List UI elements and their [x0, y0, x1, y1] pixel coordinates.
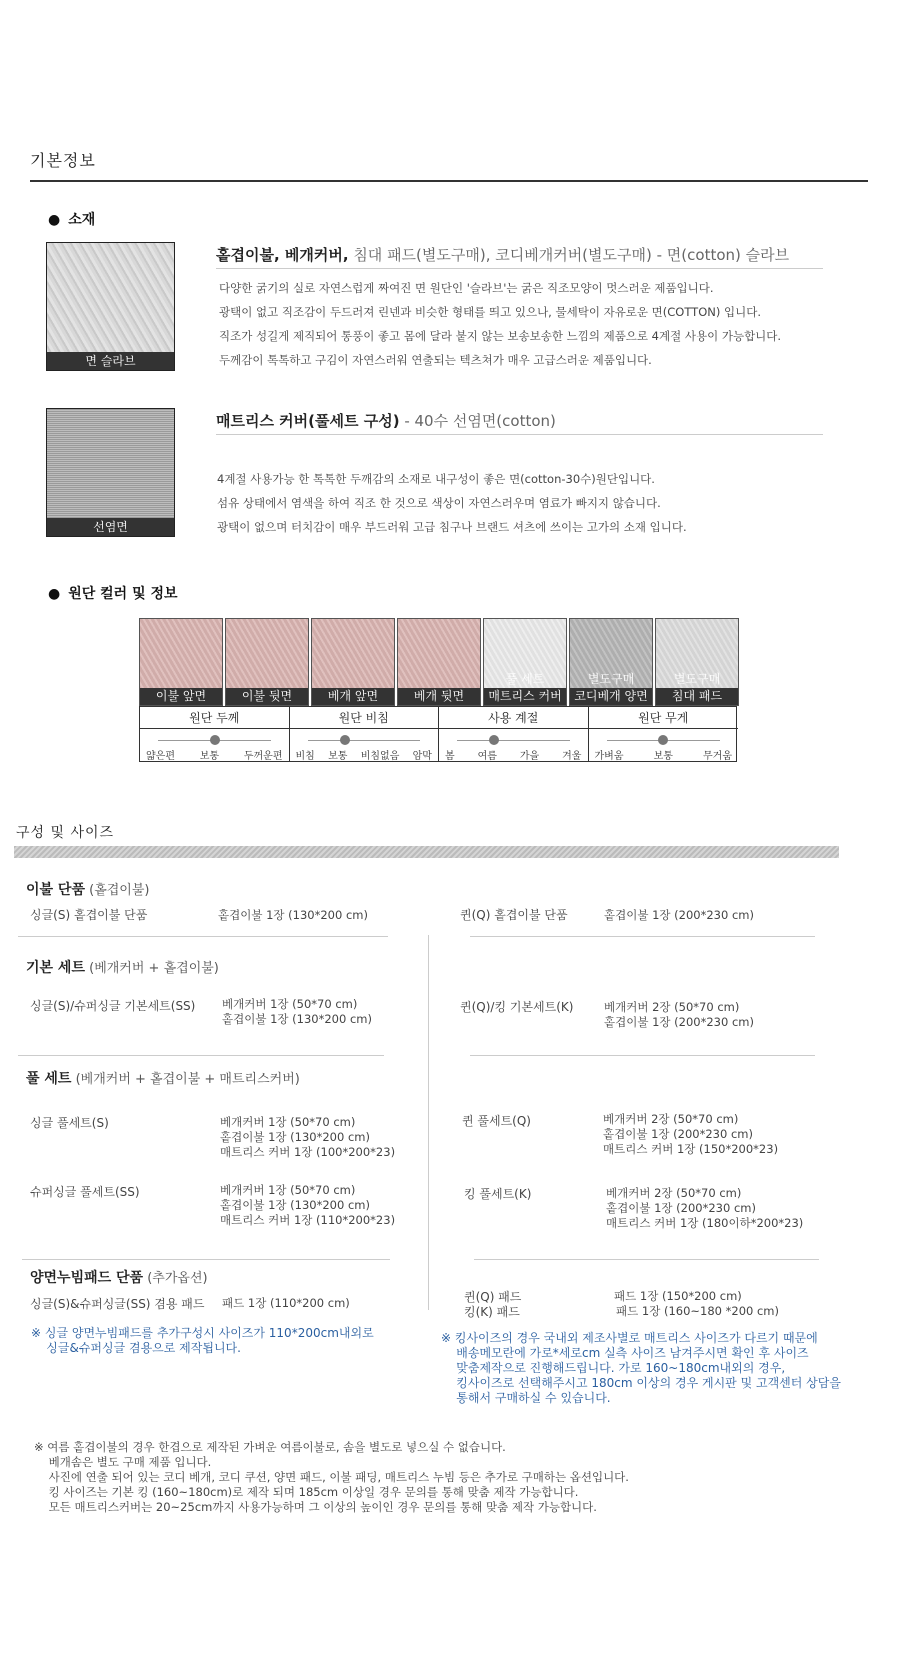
group-title-bold: 풀 세트: [26, 1071, 72, 1087]
note-line: ※ 킹사이즈의 경우 국내외 제조사별로 매트리스 사이즈가 다르기 때문에: [441, 1331, 818, 1345]
fabric-info-heading: 원단 비침: [290, 707, 439, 729]
scale-label: 가을: [519, 751, 540, 762]
size-label: 퀸(Q) 패드: [464, 1290, 522, 1304]
scale-labels: [445, 747, 582, 762]
scale-label: 보통: [328, 751, 348, 762]
pad-note: [31, 1326, 374, 1356]
size-label: 킹 풀세트(K): [464, 1187, 532, 1201]
scale-marker: [658, 735, 668, 745]
swatch-caption: 면 슬라브: [47, 352, 174, 370]
material-title-rest: 침대 패드(별도구매), 코디베개커버(별도구매) - 면(cotton) 슬라브: [348, 246, 790, 264]
fabric-tile-caption: 베개 뒷면: [398, 688, 480, 705]
description-line: 4계절 사용가능 한 톡톡한 두깨감의 소재로 내구성이 좋은 면(cotton-30수)원단입니다.: [217, 472, 655, 486]
group-title-rest: (베개커버 + 홑겹이불 + 매트리스커버): [71, 1072, 300, 1087]
column-divider: [428, 935, 429, 1310]
size-values: [220, 1115, 395, 1160]
fabric-info-heading: 원단 무게: [589, 707, 739, 729]
material-title-bold: 홑겹이불, 베개커버,: [216, 246, 349, 264]
note-line: 킹 사이즈는 기본 킹 (160~180cm)로 제작 되며 185cm 이상일 경우 문의를 통해 맞춤 제작 가능합니다.: [34, 1485, 579, 1499]
note-line: 맞춤제작으로 진행해드립니다. 가로 160~180cm내외의 경우,: [441, 1361, 786, 1375]
size-value: 홑겹이불 1장 (130*200 cm): [220, 1130, 370, 1144]
section-title-basic-info: 기본정보: [30, 151, 96, 170]
divider: [18, 1055, 384, 1056]
material-heading: ● 소재: [48, 209, 95, 229]
size-label: 싱글 풀세트(S): [30, 1116, 109, 1130]
size-value: 홑겹이불 1장 (200*230 cm): [604, 908, 754, 922]
scale-label: 보통: [653, 751, 673, 762]
fabric-heading: ● 원단 컬러 및 정보: [48, 583, 178, 603]
scale-label: 암막: [412, 751, 432, 762]
note-line: 모든 매트리스커버는 20~25cm까지 사용가능하며 그 이상의 높이인 경우 문의를 통해 맞춤 제작 가능합니다.: [34, 1500, 597, 1514]
size-values: [604, 1000, 754, 1030]
group-title-full-set: [26, 1068, 300, 1088]
divider-stripe: [14, 846, 839, 858]
fabric-tile-caption: 베개 앞면: [312, 688, 394, 705]
fabric-color-tiles: [139, 618, 739, 706]
fabric-info-heading: 원단 두께: [140, 707, 289, 729]
note-line: 통해서 구매하실 수 있습니다.: [441, 1391, 611, 1405]
material-description: [219, 276, 829, 372]
footer-notes: [34, 1440, 629, 1515]
size-value: 패드 1장 (160~180 *200 cm): [616, 1304, 779, 1318]
size-label: 킹(K) 패드: [464, 1305, 520, 1319]
size-label: 싱글(S)/슈퍼싱글 기본세트(SS): [30, 999, 196, 1013]
description-line: 직조가 성길게 제직되어 통풍이 좋고 몸에 달라 붙지 않는 보송보송한 느낌의 제품으로 4계절 사용이 가능합니다.: [219, 329, 782, 343]
scale-label: 겨울: [562, 751, 582, 762]
description-line: 섬유 상태에서 염색을 하여 직조 한 것으로 색상이 자연스러우며 염료가 빠지지 않습니다.: [217, 496, 661, 510]
fabric-tile-caption: 이불 앞면: [140, 688, 222, 705]
scale-label: 두꺼운편: [243, 751, 283, 762]
scale-label: 보통: [199, 751, 220, 762]
divider: [470, 1055, 815, 1056]
scale-label: 비침: [295, 751, 315, 762]
fabric-tile: [483, 618, 567, 706]
slub-cotton-swatch: [46, 242, 175, 371]
group-title-blanket: [26, 879, 150, 899]
group-title-rest: (베개커버 + 홑겹이불): [84, 961, 219, 976]
fabric-tile: [655, 618, 739, 706]
size-values: [220, 1183, 395, 1228]
size-label: 퀸(Q)/킹 기본세트(K): [460, 1000, 574, 1014]
material-description: [217, 467, 827, 539]
note-line: 베개솜은 별도 구매 제품 입니다.: [34, 1455, 212, 1469]
scale-marker: [210, 735, 220, 745]
size-value: 베개커버 1장 (50*70 cm): [220, 1115, 356, 1129]
size-values: [606, 1186, 803, 1231]
note-line: 배송메모란에 가로*세로cm 실측 사이즈 남겨주시면 확인 후 사이즈: [441, 1346, 809, 1360]
scale-labels: [296, 747, 433, 762]
fabric-tile: [311, 618, 395, 706]
size-value: 홑겹이불 1장 (130*200 cm): [220, 1198, 370, 1212]
fabric-info-column: [290, 707, 440, 761]
divider: [22, 1259, 390, 1260]
group-title-basic-set: [26, 957, 219, 977]
size-value: 홑겹이불 1장 (200*230 cm): [604, 1015, 754, 1029]
fabric-tile-caption: 침대 패드: [656, 688, 738, 705]
note-line: 킹사이즈로 선택해주시고 180cm 이상의 경우 게시판 및 고객센터 상담을: [441, 1376, 841, 1390]
size-value: 매트리스 커버 1장 (110*200*23): [220, 1213, 396, 1227]
divider: [216, 434, 823, 435]
divider: [474, 1259, 819, 1260]
material-title: [216, 244, 789, 265]
scale-track: [308, 740, 421, 741]
scale-label: 봄: [445, 751, 455, 762]
scale-labels: [595, 747, 733, 762]
section-title-sizes: 구성 및 사이즈: [16, 825, 115, 841]
note-line: ※ 싱글 양면누빔패드를 추가구성시 사이즈가 110*200cm내외로: [31, 1326, 374, 1340]
fabric-info-column: [140, 707, 290, 761]
fabric-tile: [569, 618, 653, 706]
yarn-dyed-cotton-swatch: [46, 408, 175, 537]
size-value: 홑겹이불 1장 (130*200 cm): [218, 908, 368, 922]
size-label: 퀸 풀세트(Q): [462, 1114, 531, 1128]
size-label: 퀸(Q) 홑겹이불 단품: [460, 908, 568, 922]
size-values: [603, 1112, 778, 1157]
fabric-info-heading: 사용 계절: [439, 707, 588, 729]
fabric-info-column: [589, 707, 739, 761]
fabric-tile: [139, 618, 223, 706]
fabric-tile-subcaption: 별도구매: [587, 672, 635, 686]
group-title-bold: 기본 세트: [26, 960, 85, 976]
divider: [30, 180, 868, 182]
scale-label: 비침없음: [360, 751, 400, 762]
divider: [18, 936, 388, 937]
size-value: 홑겹이불 1장 (130*200 cm): [222, 1012, 372, 1026]
note-line: 사진에 연출 되어 있는 코디 베개, 코디 쿠션, 양면 패드, 이불 패딩, 매트리스 누빔 등은 추가로 구매하는 옵션입니다.: [34, 1470, 629, 1484]
scale-marker: [340, 735, 350, 745]
material-title: [216, 410, 556, 431]
size-label: 슈퍼싱글 풀세트(SS): [30, 1185, 140, 1199]
size-value: 베개커버 2장 (50*70 cm): [603, 1112, 739, 1126]
size-value: 베개커버 2장 (50*70 cm): [606, 1186, 742, 1200]
size-value: 베개커버 1장 (50*70 cm): [222, 997, 358, 1011]
group-title-bold: 이불 단품: [26, 882, 85, 898]
scale-label: 무거움: [703, 751, 732, 762]
size-value: 홑겹이불 1장 (200*230 cm): [603, 1127, 753, 1141]
fabric-tile-caption: 이불 뒷면: [226, 688, 308, 705]
size-label: 싱글(S) 홑겹이불 단품: [30, 908, 148, 922]
scale-marker: [489, 735, 499, 745]
fabric-tile: [225, 618, 309, 706]
divider: [470, 936, 815, 937]
divider: [216, 268, 823, 269]
size-values: [222, 997, 372, 1027]
description-line: 광택이 없고 직조감이 두드러져 린넨과 비슷한 형태를 띄고 있으나, 물세탁이 자유로운 면(COTTON) 입니다.: [219, 305, 761, 319]
king-size-note: [441, 1331, 841, 1406]
size-value: 패드 1장 (150*200 cm): [614, 1289, 742, 1303]
fabric-tile-subcaption: 별도구매: [673, 672, 721, 686]
fabric-tile-caption: 매트리스 커버: [484, 688, 566, 705]
fabric-info-column: [439, 707, 589, 761]
fabric-tile-caption: 코디베개 양면: [570, 688, 652, 705]
size-value: 매트리스 커버 1장 (100*200*23): [220, 1145, 396, 1159]
size-value: 패드 1장 (110*200 cm): [222, 1296, 350, 1310]
group-title-pad: [30, 1267, 208, 1287]
scale-label: 얇은편: [146, 751, 175, 762]
size-value: 매트리스 커버 1장 (180이하*200*23): [606, 1216, 804, 1230]
note-line: ※ 여름 홑겹이불의 경우 한겹으로 제작된 가벼운 여름이불로, 솜을 별도로 넣으실 수 없습니다.: [34, 1440, 506, 1454]
description-line: 광택이 없으며 터치감이 매우 부드러워 고급 침구나 브랜드 셔츠에 쓰이는 고가의 소재 입니다.: [217, 520, 687, 534]
group-title-rest: (추가옵션): [143, 1271, 208, 1286]
fabric-tile-subcaption: 풀 세트: [505, 672, 545, 686]
material-title-rest: - 40수 선염면(cotton): [399, 412, 556, 430]
size-value: 홑겹이불 1장 (200*230 cm): [606, 1201, 756, 1215]
material-title-bold: 매트리스 커버(풀세트 구성): [216, 412, 400, 430]
size-label: 싱글(S)&슈퍼싱글(SS) 겸용 패드: [30, 1297, 205, 1311]
swatch-caption: 선염면: [47, 518, 174, 536]
fabric-tile: [397, 618, 481, 706]
scale-label: 가벼움: [594, 751, 624, 762]
fabric-info-table: [139, 706, 737, 762]
group-title-rest: (홑겹이불): [84, 883, 150, 898]
size-value: 베개커버 2장 (50*70 cm): [604, 1000, 740, 1014]
note-line: 싱글&슈퍼싱글 겸용으로 제작됩니다.: [31, 1341, 241, 1355]
description-line: 두께감이 톡톡하고 구김이 자연스러워 연출되는 텍츠쳐가 매우 고급스러운 제품입니다.: [219, 353, 652, 367]
scale-labels: [146, 747, 283, 762]
scale-track: [457, 740, 570, 741]
description-line: 다양한 굵기의 실로 자연스럽게 짜여진 면 원단인 '슬라브'는 굵은 직조모양이 멋스러운 제품입니다.: [219, 281, 714, 295]
group-title-bold: 양면누빔패드 단품: [30, 1270, 144, 1286]
size-value: 매트리스 커버 1장 (150*200*23): [603, 1142, 779, 1156]
size-value: 베개커버 1장 (50*70 cm): [220, 1183, 356, 1197]
scale-label: 여름: [477, 751, 497, 762]
